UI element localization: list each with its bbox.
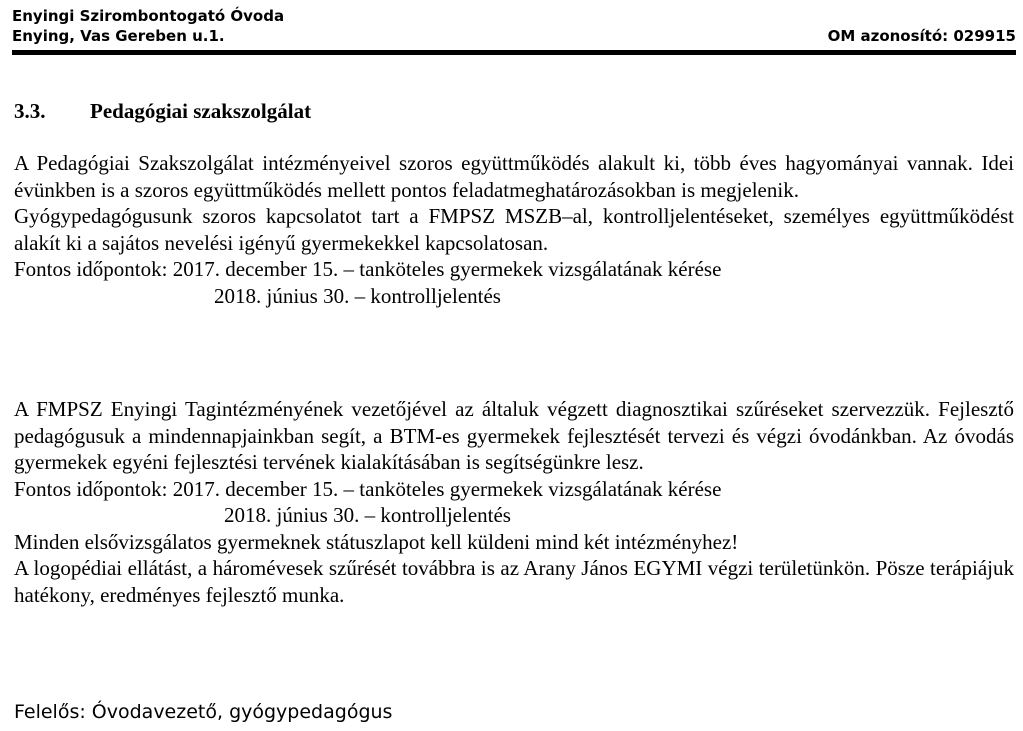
responsible-line: Felelős: Óvodavezető, gyógypedagógus (14, 701, 393, 723)
paragraph-speech-therapy: A logopédiai ellátást, a háromévesek szűrését továbbra is az Arany János EGYMI végzi területünkön. Pösze terápiájuk hatékony, eredményes fejlesztő munka. (14, 556, 1014, 607)
paragraph-cooperation: A Pedagógiai Szakszolgálat intézményeivel szoros együttműködés alakult ki, több éves hagyományai vannak. Idei évünkben is a szoros együttműködés mellett pontos feladatmeghatározásokban is megjelenik. (14, 151, 1014, 202)
section-block-2 (14, 396, 1014, 608)
important-dates-line-4: 2018. június 30. – kontrolljelentés (224, 503, 511, 527)
header-divider (12, 50, 1016, 55)
header-row-2 (12, 26, 1016, 46)
important-dates-line-3: Fontos időpontok: 2017. december 15. – tanköteles gyermekek vizsgálatának kérése (14, 476, 722, 501)
paragraph-status-sheet: Minden elsővizsgálatos gyermeknek státuszlapot kell küldeni mind két intézményhez! (14, 529, 739, 554)
om-identifier: OM azonosító: 029915 (827, 27, 1016, 45)
section-block-1 (14, 150, 1014, 309)
important-dates-line-1: Fontos időpontok: 2017. december 15. – tanköteles gyermekek vizsgálatának kérése (14, 257, 722, 281)
header-row-1 (12, 6, 1016, 26)
section-heading (14, 98, 311, 124)
paragraph-fmpsz: A FMPSZ Enyingi Tagintézményének vezetőjével az általuk végzett diagnosztikai szűréseket szervezzük. Fejlesztő pedagógusuk a mindennapjainkban segít, a BTM-es gyermekek fejlesztését tervezi és végzi óvodánkban. Az óvodás gyermekek egyéni fejlesztési tervének kialakításában is segítségünkre lesz. (14, 397, 1014, 474)
page-header (12, 6, 1016, 46)
section-title: Pedagógiai szakszolgálat (90, 99, 312, 123)
institution-name: Enyingi Szirombontogató Óvoda (12, 7, 285, 25)
paragraph-special-educator: Gyógypedagógusunk szoros kapcsolatot tart a FMPSZ MSZB–al, kontrolljelentéseket, személyes együttműködést alakít ki a sajátos nevelési igényű gyermekekkel kapcsolatosan. (14, 204, 1014, 255)
section-number: 3.3. (14, 99, 46, 123)
institution-address: Enying, Vas Gereben u.1. (12, 27, 225, 45)
important-dates-line-2: 2018. június 30. – kontrolljelentés (214, 283, 501, 308)
